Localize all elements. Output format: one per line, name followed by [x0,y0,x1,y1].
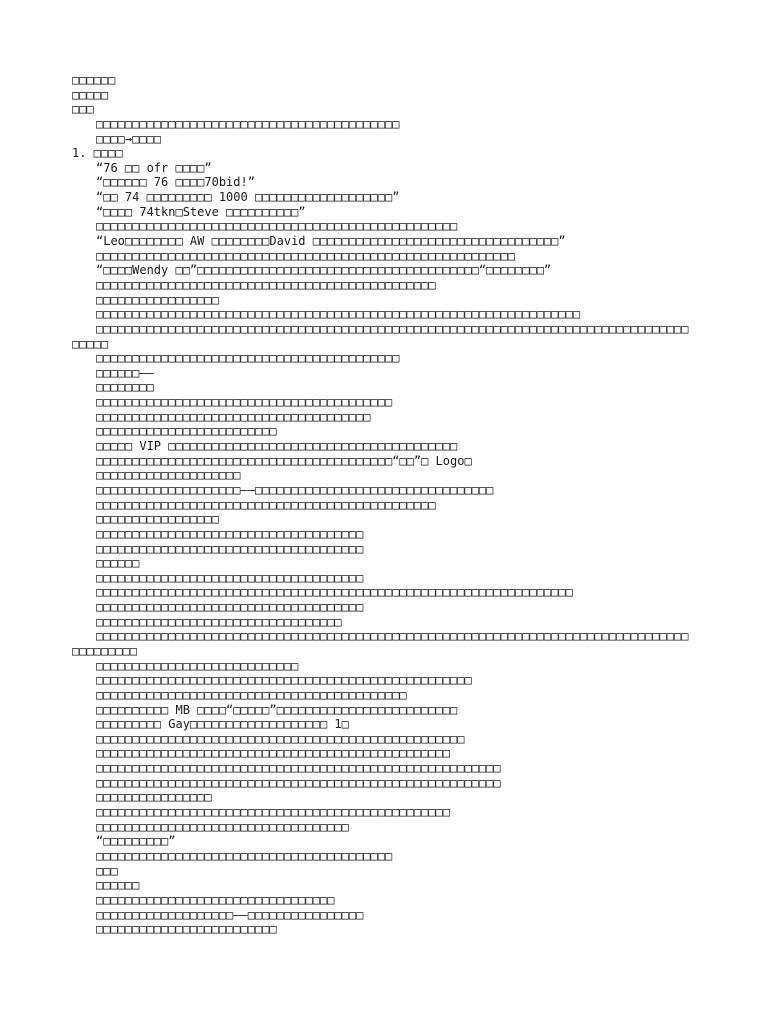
document-body [72,73,768,937]
text-line: □□□□□□□□□□□□□□□□□□□□□□□□□□□□□□□□□□□□□ [96,526,364,541]
text-line: □□□□□□ [96,556,140,571]
text-line: □□□□□ [72,87,109,102]
text-line: □□□□□□□□□□□□□□□□□□□□□□□□□□□□□□□□□□□□□□□□□□□□□□□ [96,497,436,512]
text-line: □□□□□□—— [96,365,154,380]
text-line: “76 □□ ofr □□□□” [96,160,212,175]
text-line: □□□□□□□□□□□□□□□□□□□□□□□□□□□□□□□□□□□□□□□□□“□□”□ Logo□ [96,453,472,468]
text-line: □□□□□□□□□□□□□□□□□□□□——□□□□□□□□□□□□□□□□□□□□□□□□□□□□□□□□□ [96,482,494,497]
text-line: “□□□□Wendy □□”□□□□□□□□□□□□□□□□□□□□□□□□□□□□□□□□□□□□□□□“□□□□□□□□” [96,263,552,278]
text-line: □□□□□□□□□□□□□□□□□□□□□□□□□□□□ [96,658,299,673]
text-line: □□□□□□□□□□□□□□□□□□□□□□□□□□□□□□□□□□□□□□□□□□□□□□□□□□□ [96,731,465,746]
text-line: □□□□□□□□□ [72,643,138,658]
text-line: □□□□□□□□□□□□□□□□□□□□□□□□□□□□□□□□□□□□□□□□□□ [96,351,400,366]
text-line: □□□□□□□□□□□□□□□□□□□□□□□□□□□□□□□□□□□□□□□□□□□ [96,687,407,702]
text-line: □□□□□□ [96,878,140,893]
text-line: □□□ [96,863,118,878]
text-line: □□□□□□□□□□ MB □□□□“□□□□□”□□□□□□□□□□□□□□□□□□□□□□□□□ [96,702,458,717]
text-line: □□□□□□□□□□□□□□□□□□□□□□□□□ [96,922,277,937]
text-line: □□□□□□□□□□□□□□□□□□□□□□□□□□□□□□□□□□□□□□□□□□□□□□□□□□□□□□□□□□ [96,248,516,263]
text-line: □□□□□□□□□□□□□□□□□□□□□□□□□□□□□□□□□□□□□□□□□□□□□□□□□□□□□□□□□□□□□□□□□□ [96,585,573,600]
text-line: □□□□□□□□□□□□□□□□□□□□ [96,468,241,483]
text-line: □□□□□□□□□□□□□□□□□□□□□□□□□□□□□□□□□□□□□□□□□□□□□□□□□ [96,746,451,761]
text-line: □□□□→□□□□ [96,131,162,146]
text-line: □□□ [72,102,94,117]
text-line: □□□□□□□□□□□□□□□□□□□□□□□□□□□□□□□□□□□□□□□□□□□□□□□□□□□□□□□□□□□□□□□□□□□□□□□□□□□□□□□□□□ [96,321,689,336]
text-line: □□□□□□□□□□□□□□□□□□□□□□□□□□□□□□□□□ [96,892,335,907]
text-line: □□□□□□□□□□□□□□□□□□□□□□□□□□□□□□□□□□□ [96,819,349,834]
text-line: □□□□□□□□□□□□□□□□□□□□□□□□□□□□□□□□□□□□□□□□□□□□□□□ [96,277,436,292]
text-line: □□□□□□□□□□□□□□□□□□□——□□□□□□□□□□□□□□□□ [96,907,364,922]
text-line: □□□□□□□□□□□□□□□□□□□□□□□□□□□□□□□□□□□□□□□□□□□□□□□□□□□□□□□□ [96,775,501,790]
text-line: □□□□□□□□□□□□□□□□□ [96,512,219,527]
text-line: □□□□□□□□□□□□□□□□□□□□□□□□□□□□□□□□□□□□□□□□□□□□□□□□□□□□ [96,673,472,688]
text-line: □□□□□□□□□□□□□□□□□□□□□□□□□ [96,424,277,439]
text-line: □□□□□□□□□□□□□□□□□□□□□□□□□□□□□□□□□□□□□□□□□□□□□□□□□ [96,805,451,820]
text-line: □□□□□□□□□□□□□□□□□□□□□□□□□□□□□□□□□□ [96,614,342,629]
text-line: □□□□□□□□□□□□□□□□□□□□□□□□□□□□□□□□□□□□□□□□□□ [96,116,400,131]
text-line: □□□□□□□□□□□□□□□□□□□□□□□□□□□□□□□□□□□□□ [96,541,364,556]
text-line: □□□□□□ [72,73,116,87]
text-line: □□□□□□□□□□□□□□□□□□□□□□□□□□□□□□□□□□□□□ [96,570,364,585]
text-line: □□□□□□□□□□□□□□□□□□□□□□□□□□□□□□□□□□□□□□□□□ [96,848,393,863]
text-line: □□□□□□□□□□□□□□□□□□□□□□□□□□□□□□□□□□□□□□ [96,409,371,424]
text-line: □□□□□□□□□□□□□□□□□□□□□□□□□□□□□□□□□□□□□□□□□□□□□□□□□□□□□□□□□□□□□□□□□□□□□□□□□□□□□□□□□□ [96,629,689,644]
text-line: □□□□□□□□□ Gay□□□□□□□□□□□□□□□□□□□ 1□ [96,717,349,732]
text-line: “□□ 74 □□□□□□□□□ 1000 □□□□□□□□□□□□□□□□□□□” [96,190,400,205]
text-line: □□□□□□□□ [96,380,154,395]
text-line: “□□□□□□□□□” [96,834,176,849]
text-line: □□□□□ [72,336,109,351]
text-line: □□□□□□□□□□□□□□□□□□□□□□□□□□□□□□□□□□□□□□□□□□□□□□□□□□□□□□□□□□□□□□□□□□□ [96,307,581,322]
text-line: □□□□□□□□□□□□□□□□□□□□□□□□□□□□□□□□□□□□□□□□□□□□□□□□□□□□□□□□ [96,761,501,776]
text-line: “Leo□□□□□□□□ AW □□□□□□□□David □□□□□□□□□□□□□□□□□□□□□□□□□□□□□□□□□□” [96,234,566,249]
text-line: □□□□□□□□□□□□□□□□□□□□□□□□□□□□□□□□□□□□□□□□□□□□□□□□□□ [96,219,458,234]
text-line: □□□□□ VIP □□□□□□□□□□□□□□□□□□□□□□□□□□□□□□□□□□□□□□□□ [96,439,458,454]
text-line: □□□□□□□□□□□□□□□□ [96,790,212,805]
text-line: “□□□□□□ 76 □□□□70bid!” [96,175,255,190]
text-line: 1. □□□□ [72,146,123,161]
text-line: □□□□□□□□□□□□□□□□□ [96,292,219,307]
text-line: □□□□□□□□□□□□□□□□□□□□□□□□□□□□□□□□□□□□□ [96,600,364,615]
text-line: □□□□□□□□□□□□□□□□□□□□□□□□□□□□□□□□□□□□□□□□□ [96,395,393,410]
text-line: “□□□□ 74tkn□Steve □□□□□□□□□□” [96,204,306,219]
